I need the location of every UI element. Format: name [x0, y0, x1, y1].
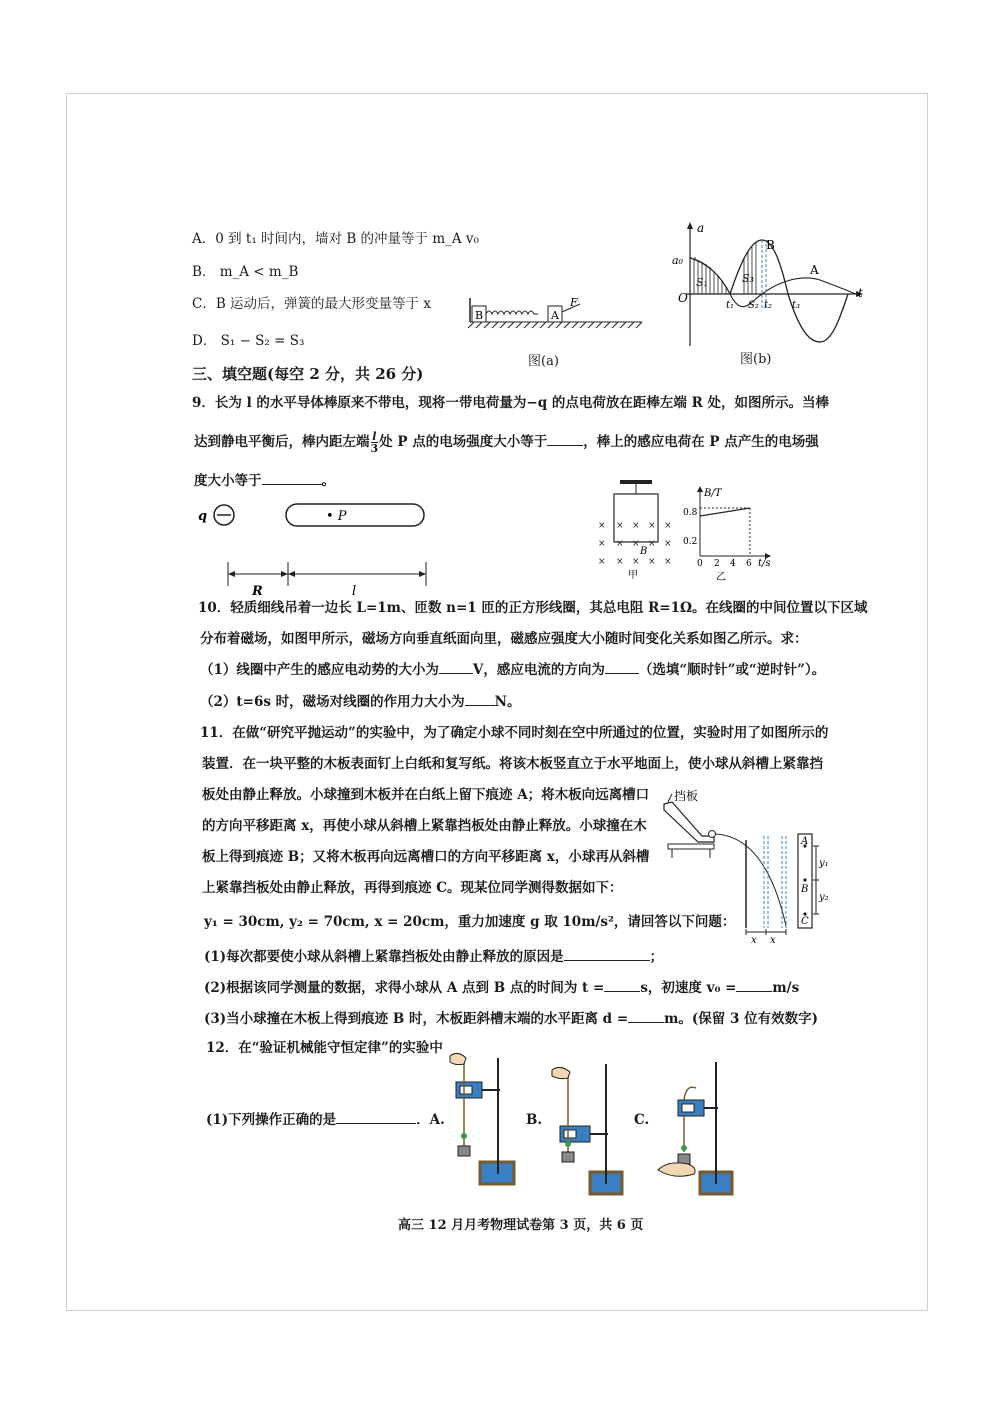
- q11-line-2: 装置．在一块平整的木板表面钉上白纸和复写纸。将该木板竖直立于水平地面上，使小球从斜槽上紧靠挡: [202, 756, 823, 772]
- q11-fig-a: A: [801, 836, 809, 847]
- svg-text:×: ×: [632, 557, 640, 567]
- q11-question-1: [204, 948, 663, 966]
- svg-text:×: ×: [664, 557, 672, 567]
- q10-line-4b: N。: [494, 694, 521, 710]
- svg-text:×: ×: [632, 521, 640, 531]
- section-3-heading: 三、填空题(每空 2 分，共 26 分): [192, 365, 424, 383]
- q11-fig-baffle: 挡板: [674, 789, 699, 803]
- q11-fig-y1: y₁: [819, 858, 829, 869]
- q10-line-3c: （选填“顺时针”或“逆时针”）。: [638, 662, 826, 678]
- svg-text:×: ×: [598, 539, 606, 549]
- svg-text:×: ×: [648, 521, 656, 531]
- svg-text:×: ×: [616, 521, 624, 531]
- q12-q1-text: (1)下列操作正确的是: [206, 1112, 337, 1128]
- svg-text:×: ×: [616, 539, 624, 549]
- q11-q1-text: (1)每次都要使小球从斜槽上紧靠挡板处由静止释放的原因是: [204, 949, 564, 965]
- q9-fig-q: q: [198, 509, 208, 524]
- svg-text:×: ×: [598, 521, 606, 531]
- q11-answer-blank-2[interactable]: [604, 979, 640, 992]
- fig-b-axis-a: a: [697, 221, 705, 235]
- fig-b-curve-a: A: [810, 263, 819, 277]
- q11-answer-blank-3[interactable]: [736, 979, 772, 992]
- page-footer: 高三 12 月月考物理试卷第 3 页，共 6 页: [398, 1218, 644, 1233]
- q11-question-3: [204, 1010, 818, 1028]
- q11-q3-text-b: m。(保留 3 位有效数字): [664, 1011, 818, 1027]
- q9-answer-blank-1[interactable]: [547, 433, 583, 446]
- svg-text:×: ×: [664, 521, 672, 531]
- q11-q2-text-b: s，初速度 v₀ =: [640, 980, 737, 996]
- q11-q2-text-c: m/s: [772, 980, 800, 996]
- q11-answer-blank-1[interactable]: [564, 948, 650, 961]
- q12-line-1: 12．在“验证机械能守恒定律”的实验中: [206, 1040, 443, 1056]
- q10-fig-x2: 2: [714, 559, 720, 569]
- q9-fraction: [371, 431, 379, 454]
- q10-fig-axis-y: B/T: [704, 488, 722, 499]
- q10-fig-jia: 甲: [628, 570, 638, 581]
- svg-text:×: ×: [632, 539, 640, 549]
- q11-fig-y2: y₂: [819, 892, 829, 903]
- q11-q1-end: ；: [649, 949, 664, 965]
- q10-fig-x0: 0: [697, 559, 703, 569]
- q12-option-a-label: ．A.: [416, 1112, 445, 1128]
- svg-text:×: ×: [616, 557, 624, 567]
- q9-line-2c: ，棒上的感应电荷在 P 点产生的电场强: [583, 434, 819, 450]
- q10-figure-yi-graph: [678, 484, 778, 584]
- fig-a-label-b: B: [475, 309, 484, 322]
- fig-b-origin: O: [678, 291, 688, 305]
- fig-a-label-a: A: [551, 309, 559, 322]
- q9-line-2: [194, 431, 819, 454]
- fig-b-t2: t₂: [764, 300, 773, 311]
- fig-b-curve-b: B: [766, 238, 775, 252]
- q10-fig-yi: 乙: [716, 572, 726, 583]
- q11-q3-text-a: (3)当小球撞在木板上得到痕迹 B 时，木板距斜槽末端的水平距离 d =: [204, 1011, 629, 1027]
- fig-b-a0: a₀: [672, 254, 683, 267]
- q11-fig-b: B: [801, 884, 809, 895]
- q10-fig-y08: 0.8: [683, 508, 698, 518]
- q9-frac-num: l: [372, 430, 377, 443]
- svg-text:×: ×: [598, 557, 606, 567]
- q11-figure-projectile-apparatus: [658, 786, 840, 946]
- q8-option-b: B． m_A < m_B: [192, 264, 299, 280]
- q10-fig-x4: 4: [730, 559, 736, 569]
- q11-line-3: 板处由静止释放。小球撞到木板并在白纸上留下痕迹 A；将木板向远离槽口: [202, 787, 650, 803]
- q11-line-5: 板上得到痕迹 B；又将木板再向远离槽口的方向平移距离 x，小球再从斜槽: [202, 849, 650, 865]
- q8-option-a: A．0 到 t₁ 时间内，墙对 B 的冲量等于 m_A v₀: [192, 231, 479, 247]
- q9-line-1: 9．长为 l 的水平导体棒原来不带电，现将一带电荷量为−q 的点电荷放在距棒左端 R 处，如图所示。当棒: [192, 395, 829, 411]
- q10-line-1: 10．轻质细线吊着一边长 L=1m、匝数 n=1 匝的正方形线圈，其总电阻 R=1Ω。在线圈的中间位置以下区域: [198, 600, 868, 616]
- q10-answer-blank-3[interactable]: [465, 693, 495, 706]
- q9-fig-p: • P: [326, 509, 347, 524]
- q12-answer-blank-1[interactable]: [336, 1111, 416, 1124]
- q10-answer-blank-2[interactable]: [605, 661, 639, 674]
- q11-fig-c: C: [801, 916, 809, 927]
- figure-b-caption: 图(b): [740, 352, 772, 367]
- fig-a-label-f: F: [570, 296, 578, 309]
- q11-question-2: [204, 979, 799, 997]
- q9-fig-l: l: [352, 584, 357, 599]
- q10-fig-axis-x: t/s: [758, 558, 771, 569]
- q12-apparatus-a: [440, 1050, 520, 1190]
- q10-line-2: 分布着磁场，如图甲所示，磁场方向垂直纸面向里，磁感应强度大小随时间变化关系如图乙所示。求：: [200, 631, 808, 647]
- svg-text:×: ×: [664, 539, 672, 549]
- figure-b-acceleration-graph: [670, 218, 870, 353]
- q11-line-4: 的方向平移距离 x，再使小球从斜槽上紧靠挡板处由静止释放。小球撞在木: [202, 818, 647, 834]
- figure-a-caption: 图(a): [528, 354, 559, 369]
- q10-fig-y02: 0.2: [683, 537, 698, 547]
- q10-fig-b: B: [640, 546, 648, 557]
- q11-fig-x1: x: [751, 935, 757, 946]
- q11-line-6: 上紧靠挡板处由静止释放，再得到痕迹 C。现某位同学测得数据如下：: [202, 880, 623, 896]
- fig-b-t3: t₃: [792, 300, 801, 311]
- fig-b-axis-t: t: [858, 286, 863, 300]
- q11-line-7: y₁ = 30cm, y₂ = 70cm, x = 20cm，重力加速度 g 取 10m/s²，请回答以下问题：: [204, 914, 736, 930]
- q10-line-3a: （1）线圈中产生的感应电动势的大小为: [200, 662, 439, 678]
- q10-answer-blank-1[interactable]: [439, 661, 473, 674]
- svg-text:×: ×: [648, 539, 656, 549]
- fig-b-s1: S₁: [696, 276, 708, 289]
- svg-text:×: ×: [648, 557, 656, 567]
- fig-b-s2: S₂: [748, 300, 759, 311]
- q12-apparatus-b: [544, 1060, 624, 1200]
- q9-line-3: [194, 472, 335, 490]
- q8-option-c: C．B 运动后，弹簧的最大形变量等于 x: [192, 296, 431, 312]
- q9-line-2b: 处 P 点的电场强度大小等于: [379, 434, 548, 450]
- q9-line-3-text: 度大小等于: [194, 473, 262, 489]
- q10-line-4: [200, 693, 520, 711]
- q12-apparatus-c: [654, 1060, 734, 1200]
- q9-line-3-end: 。: [321, 473, 335, 489]
- q11-fig-x2: x: [770, 935, 776, 946]
- q9-fig-r: R: [252, 584, 263, 599]
- q9-figure-charge-rod: [194, 496, 444, 600]
- q10-line-4a: （2）t=6s 时，磁场对线圈的作用力大小为: [200, 694, 465, 710]
- q12-option-b-label: B.: [526, 1112, 543, 1128]
- q12-option-c-label: C.: [634, 1112, 650, 1128]
- fig-b-t1: t₁: [726, 300, 735, 311]
- q9-frac-den: 3: [370, 442, 379, 455]
- q9-answer-blank-2[interactable]: [262, 472, 322, 485]
- q10-fig-x6: 6: [746, 559, 752, 569]
- q11-answer-blank-4[interactable]: [628, 1010, 664, 1023]
- q11-line-1: 11．在做“研究平抛运动”的实验中，为了确定小球不同时刻在空中所通过的位置，实验时用了如图所示的: [200, 725, 829, 741]
- q10-line-3: [200, 661, 825, 679]
- q8-option-d: D． S₁ − S₂ = S₃: [192, 333, 305, 349]
- fig-b-s3: S₃: [742, 272, 754, 285]
- q11-q2-text-a: (2)根据该同学测量的数据，求得小球从 A 点到 B 点的时间为 t =: [204, 980, 605, 996]
- q9-line-2a: 达到静电平衡后，棒内距左端: [194, 434, 370, 450]
- q12-question-1: [206, 1111, 445, 1129]
- q10-line-3b: V，感应电流的方向为: [472, 662, 605, 678]
